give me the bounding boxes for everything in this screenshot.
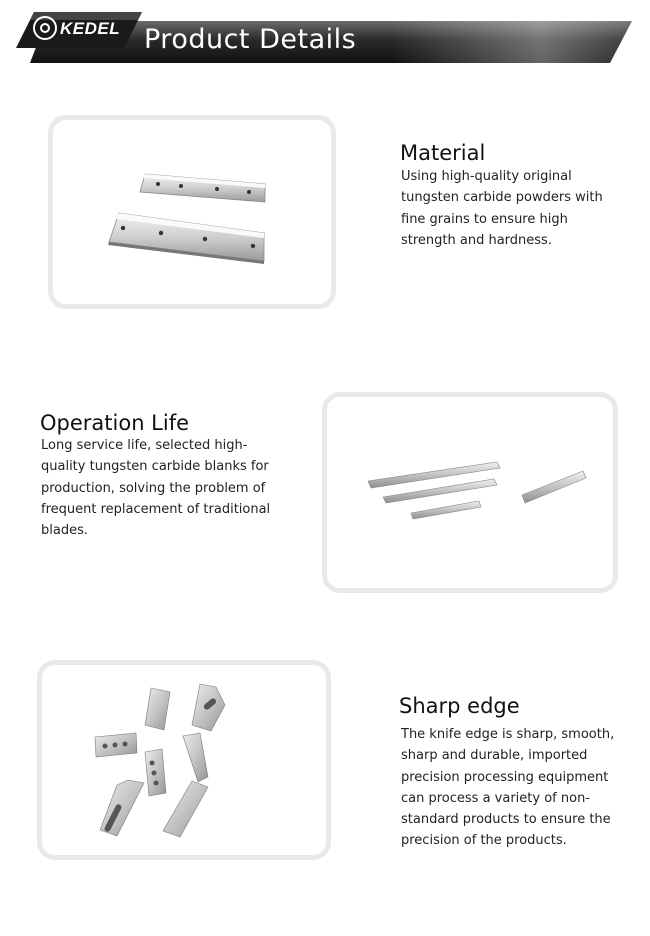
- flat-blades-image: [327, 397, 613, 588]
- sharp-edge-text: The knife edge is sharp, smooth, sharp and durable, imported precision processing equipment can process a variety of non-standard products to ensure the precision of the products.: [401, 727, 615, 849]
- page-title: Product Details: [144, 24, 357, 55]
- sharp-edge-title: Sharp edge: [399, 694, 520, 718]
- kedel-logo-icon: [33, 16, 57, 40]
- operation-life-title: Operation Life: [40, 411, 190, 435]
- header-banner: [0, 0, 650, 75]
- sharp-edge-image-card: [37, 660, 331, 860]
- material-title: Material: [400, 141, 486, 165]
- assorted-blades-image: [42, 665, 326, 855]
- operation-life-text: Long service life, selected high-quality tungsten carbide blanks for production, solving the problem of frequent replacement of traditional blades.: [41, 438, 271, 539]
- material-image-card: [48, 115, 336, 309]
- operation-life-image-card: [322, 392, 618, 593]
- logo-text: KEDEL: [60, 19, 121, 38]
- material-text: Using high-quality original tungsten carbide powders with fine grains to ensure high strength and hardness.: [401, 169, 603, 248]
- long-blades-image: [53, 120, 331, 304]
